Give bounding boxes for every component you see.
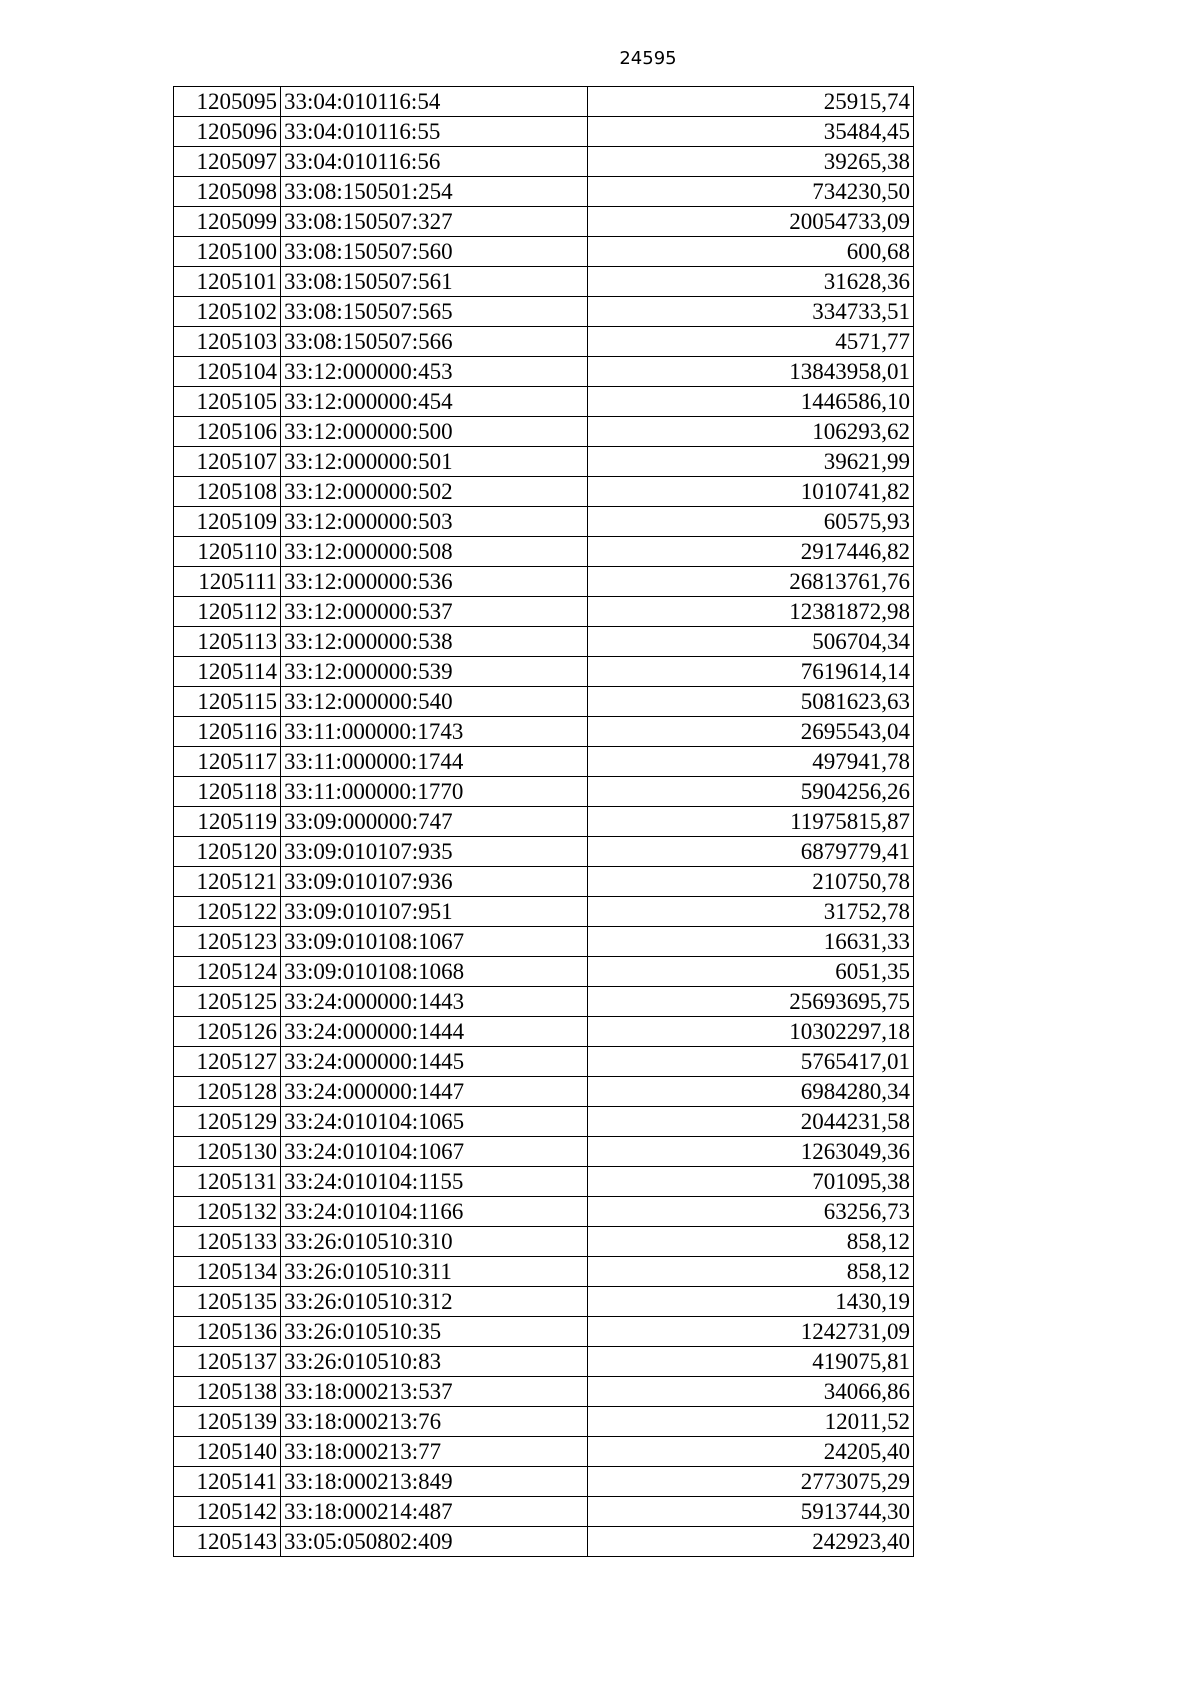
cadastral-number-cell: 33:12:000000:508 — [281, 537, 588, 567]
table-row — [174, 567, 914, 597]
cadastral-number-cell: 33:08:150501:254 — [281, 177, 588, 207]
record-id-cell: 1205135 — [174, 1287, 281, 1317]
cadastral-number-cell: 33:04:010116:54 — [281, 87, 588, 117]
cadastral-number-cell: 33:09:010107:936 — [281, 867, 588, 897]
record-id-cell: 1205097 — [174, 147, 281, 177]
cadastral-value-table — [173, 86, 914, 1557]
record-id-cell: 1205116 — [174, 717, 281, 747]
record-id-cell: 1205103 — [174, 327, 281, 357]
record-id-cell: 1205102 — [174, 297, 281, 327]
table-row — [174, 777, 914, 807]
cadastral-value-cell: 210750,78 — [588, 867, 914, 897]
record-id-cell: 1205137 — [174, 1347, 281, 1377]
cadastral-value-cell: 11975815,87 — [588, 807, 914, 837]
record-id-cell: 1205115 — [174, 687, 281, 717]
cadastral-number-cell: 33:24:000000:1447 — [281, 1077, 588, 1107]
cadastral-number-cell: 33:24:000000:1443 — [281, 987, 588, 1017]
record-id-cell: 1205098 — [174, 177, 281, 207]
table-row — [174, 447, 914, 477]
record-id-cell: 1205142 — [174, 1497, 281, 1527]
table-row — [174, 927, 914, 957]
table-row — [174, 1497, 914, 1527]
table-row — [174, 1017, 914, 1047]
cadastral-number-cell: 33:09:010108:1068 — [281, 957, 588, 987]
cadastral-value-cell: 734230,50 — [588, 177, 914, 207]
record-id-cell: 1205128 — [174, 1077, 281, 1107]
record-id-cell: 1205111 — [174, 567, 281, 597]
table-row — [174, 1377, 914, 1407]
cadastral-value-cell: 600,68 — [588, 237, 914, 267]
cadastral-value-cell: 60575,93 — [588, 507, 914, 537]
cadastral-number-cell: 33:12:000000:454 — [281, 387, 588, 417]
cadastral-value-cell: 2044231,58 — [588, 1107, 914, 1137]
cadastral-number-cell: 33:08:150507:561 — [281, 267, 588, 297]
cadastral-value-cell: 35484,45 — [588, 117, 914, 147]
cadastral-number-cell: 33:09:010108:1067 — [281, 927, 588, 957]
record-id-cell: 1205132 — [174, 1197, 281, 1227]
cadastral-number-cell: 33:05:050802:409 — [281, 1527, 588, 1557]
cadastral-number-cell: 33:24:010104:1065 — [281, 1107, 588, 1137]
record-id-cell: 1205136 — [174, 1317, 281, 1347]
record-id-cell: 1205100 — [174, 237, 281, 267]
table-row — [174, 807, 914, 837]
record-id-cell: 1205105 — [174, 387, 281, 417]
cadastral-number-cell: 33:12:000000:503 — [281, 507, 588, 537]
table-row — [174, 177, 914, 207]
cadastral-value-cell: 26813761,76 — [588, 567, 914, 597]
cadastral-number-cell: 33:11:000000:1743 — [281, 717, 588, 747]
table-row — [174, 687, 914, 717]
table-row — [174, 327, 914, 357]
cadastral-value-cell: 5913744,30 — [588, 1497, 914, 1527]
cadastral-value-cell: 2695543,04 — [588, 717, 914, 747]
record-id-cell: 1205114 — [174, 657, 281, 687]
cadastral-number-cell: 33:04:010116:55 — [281, 117, 588, 147]
cadastral-value-cell: 419075,81 — [588, 1347, 914, 1377]
table-row — [174, 837, 914, 867]
record-id-cell: 1205122 — [174, 897, 281, 927]
cadastral-number-cell: 33:18:000213:849 — [281, 1467, 588, 1497]
table-row — [174, 537, 914, 567]
cadastral-value-cell: 13843958,01 — [588, 357, 914, 387]
record-id-cell: 1205130 — [174, 1137, 281, 1167]
cadastral-value-cell: 63256,73 — [588, 1197, 914, 1227]
cadastral-number-cell: 33:11:000000:1744 — [281, 747, 588, 777]
record-id-cell: 1205125 — [174, 987, 281, 1017]
cadastral-value-cell: 1242731,09 — [588, 1317, 914, 1347]
cadastral-number-cell: 33:12:000000:453 — [281, 357, 588, 387]
table-row — [174, 717, 914, 747]
record-id-cell: 1205108 — [174, 477, 281, 507]
table-row — [174, 207, 914, 237]
table-row — [174, 597, 914, 627]
cadastral-value-cell: 497941,78 — [588, 747, 914, 777]
cadastral-number-cell: 33:09:000000:747 — [281, 807, 588, 837]
table-row — [174, 1407, 914, 1437]
cadastral-number-cell: 33:08:150507:327 — [281, 207, 588, 237]
cadastral-number-cell: 33:12:000000:501 — [281, 447, 588, 477]
page-number: 24595 — [619, 48, 677, 69]
cadastral-value-cell: 5904256,26 — [588, 777, 914, 807]
cadastral-value-cell: 34066,86 — [588, 1377, 914, 1407]
cadastral-value-cell: 20054733,09 — [588, 207, 914, 237]
cadastral-value-cell: 39621,99 — [588, 447, 914, 477]
cadastral-number-cell: 33:12:000000:500 — [281, 417, 588, 447]
cadastral-number-cell: 33:09:010107:935 — [281, 837, 588, 867]
cadastral-value-cell: 1446586,10 — [588, 387, 914, 417]
cadastral-number-cell: 33:12:000000:502 — [281, 477, 588, 507]
table-row — [174, 507, 914, 537]
cadastral-number-cell: 33:26:010510:311 — [281, 1257, 588, 1287]
record-id-cell: 1205118 — [174, 777, 281, 807]
cadastral-value-cell: 6051,35 — [588, 957, 914, 987]
table-row — [174, 267, 914, 297]
table-row — [174, 1167, 914, 1197]
record-id-cell: 1205113 — [174, 627, 281, 657]
record-id-cell: 1205112 — [174, 597, 281, 627]
table-row — [174, 387, 914, 417]
record-id-cell: 1205123 — [174, 927, 281, 957]
table-row — [174, 987, 914, 1017]
cadastral-value-cell: 106293,62 — [588, 417, 914, 447]
table-row — [174, 897, 914, 927]
table-row — [174, 417, 914, 447]
cadastral-value-cell: 2773075,29 — [588, 1467, 914, 1497]
record-id-cell: 1205138 — [174, 1377, 281, 1407]
table-row — [174, 1107, 914, 1137]
table-row — [174, 657, 914, 687]
table-row — [174, 1227, 914, 1257]
table-row — [174, 1197, 914, 1227]
table-row — [174, 1527, 914, 1557]
table-row — [174, 1317, 914, 1347]
cadastral-value-cell: 1010741,82 — [588, 477, 914, 507]
cadastral-value-cell: 7619614,14 — [588, 657, 914, 687]
table-row — [174, 1287, 914, 1317]
cadastral-number-cell: 33:24:000000:1445 — [281, 1047, 588, 1077]
record-id-cell: 1205120 — [174, 837, 281, 867]
record-id-cell: 1205143 — [174, 1527, 281, 1557]
cadastral-value-cell: 334733,51 — [588, 297, 914, 327]
record-id-cell: 1205140 — [174, 1437, 281, 1467]
table-row — [174, 1437, 914, 1467]
cadastral-value-cell: 858,12 — [588, 1227, 914, 1257]
table-row — [174, 747, 914, 777]
table-row — [174, 357, 914, 387]
cadastral-value-cell: 858,12 — [588, 1257, 914, 1287]
table-row — [174, 1257, 914, 1287]
cadastral-number-cell: 33:11:000000:1770 — [281, 777, 588, 807]
record-id-cell: 1205141 — [174, 1467, 281, 1497]
cadastral-number-cell: 33:26:010510:83 — [281, 1347, 588, 1377]
record-id-cell: 1205107 — [174, 447, 281, 477]
record-id-cell: 1205133 — [174, 1227, 281, 1257]
cadastral-number-cell: 33:12:000000:539 — [281, 657, 588, 687]
cadastral-value-cell: 701095,38 — [588, 1167, 914, 1197]
cadastral-number-cell: 33:24:010104:1067 — [281, 1137, 588, 1167]
cadastral-value-cell: 12011,52 — [588, 1407, 914, 1437]
record-id-cell: 1205117 — [174, 747, 281, 777]
cadastral-value-cell: 10302297,18 — [588, 1017, 914, 1047]
cadastral-value-cell: 24205,40 — [588, 1437, 914, 1467]
cadastral-value-cell: 6879779,41 — [588, 837, 914, 867]
cadastral-value-cell: 16631,33 — [588, 927, 914, 957]
cadastral-value-cell: 5081623,63 — [588, 687, 914, 717]
cadastral-value-cell: 25693695,75 — [588, 987, 914, 1017]
record-id-cell: 1205096 — [174, 117, 281, 147]
cadastral-value-cell: 12381872,98 — [588, 597, 914, 627]
cadastral-number-cell: 33:26:010510:35 — [281, 1317, 588, 1347]
record-id-cell: 1205127 — [174, 1047, 281, 1077]
record-id-cell: 1205095 — [174, 87, 281, 117]
record-id-cell: 1205129 — [174, 1107, 281, 1137]
cadastral-number-cell: 33:18:000213:537 — [281, 1377, 588, 1407]
cadastral-number-cell: 33:12:000000:537 — [281, 597, 588, 627]
cadastral-value-cell: 1263049,36 — [588, 1137, 914, 1167]
table-row — [174, 1137, 914, 1167]
cadastral-number-cell: 33:09:010107:951 — [281, 897, 588, 927]
cadastral-number-cell: 33:26:010510:312 — [281, 1287, 588, 1317]
cadastral-value-cell: 5765417,01 — [588, 1047, 914, 1077]
table-row — [174, 1047, 914, 1077]
cadastral-value-cell: 39265,38 — [588, 147, 914, 177]
record-id-cell: 1205104 — [174, 357, 281, 387]
cadastral-number-cell: 33:18:000213:76 — [281, 1407, 588, 1437]
cadastral-number-cell: 33:24:010104:1155 — [281, 1167, 588, 1197]
record-id-cell: 1205101 — [174, 267, 281, 297]
table-body — [174, 87, 914, 1557]
cadastral-number-cell: 33:08:150507:560 — [281, 237, 588, 267]
cadastral-value-cell: 31628,36 — [588, 267, 914, 297]
table-row — [174, 87, 914, 117]
cadastral-number-cell: 33:08:150507:565 — [281, 297, 588, 327]
record-id-cell: 1205119 — [174, 807, 281, 837]
cadastral-number-cell: 33:04:010116:56 — [281, 147, 588, 177]
cadastral-value-cell: 4571,77 — [588, 327, 914, 357]
table-row — [174, 957, 914, 987]
record-id-cell: 1205139 — [174, 1407, 281, 1437]
table-row — [174, 627, 914, 657]
cadastral-value-cell: 506704,34 — [588, 627, 914, 657]
cadastral-value-cell: 242923,40 — [588, 1527, 914, 1557]
cadastral-value-cell: 6984280,34 — [588, 1077, 914, 1107]
record-id-cell: 1205131 — [174, 1167, 281, 1197]
cadastral-value-cell: 1430,19 — [588, 1287, 914, 1317]
cadastral-value-cell: 25915,74 — [588, 87, 914, 117]
cadastral-number-cell: 33:24:010104:1166 — [281, 1197, 588, 1227]
record-id-cell: 1205106 — [174, 417, 281, 447]
record-id-cell: 1205126 — [174, 1017, 281, 1047]
record-id-cell: 1205134 — [174, 1257, 281, 1287]
table-row — [174, 297, 914, 327]
record-id-cell: 1205110 — [174, 537, 281, 567]
table-row — [174, 477, 914, 507]
cadastral-number-cell: 33:18:000213:77 — [281, 1437, 588, 1467]
cadastral-number-cell: 33:08:150507:566 — [281, 327, 588, 357]
cadastral-value-cell: 31752,78 — [588, 897, 914, 927]
record-id-cell: 1205121 — [174, 867, 281, 897]
cadastral-number-cell: 33:12:000000:538 — [281, 627, 588, 657]
cadastral-number-cell: 33:26:010510:310 — [281, 1227, 588, 1257]
table-row — [174, 1467, 914, 1497]
table-row — [174, 1077, 914, 1107]
record-id-cell: 1205124 — [174, 957, 281, 987]
table-row — [174, 117, 914, 147]
record-id-cell: 1205109 — [174, 507, 281, 537]
cadastral-number-cell: 33:12:000000:536 — [281, 567, 588, 597]
cadastral-value-cell: 2917446,82 — [588, 537, 914, 567]
table-row — [174, 237, 914, 267]
cadastral-number-cell: 33:18:000214:487 — [281, 1497, 588, 1527]
table-row — [174, 147, 914, 177]
record-id-cell: 1205099 — [174, 207, 281, 237]
table-row — [174, 867, 914, 897]
cadastral-number-cell: 33:12:000000:540 — [281, 687, 588, 717]
table-row — [174, 1347, 914, 1377]
cadastral-number-cell: 33:24:000000:1444 — [281, 1017, 588, 1047]
